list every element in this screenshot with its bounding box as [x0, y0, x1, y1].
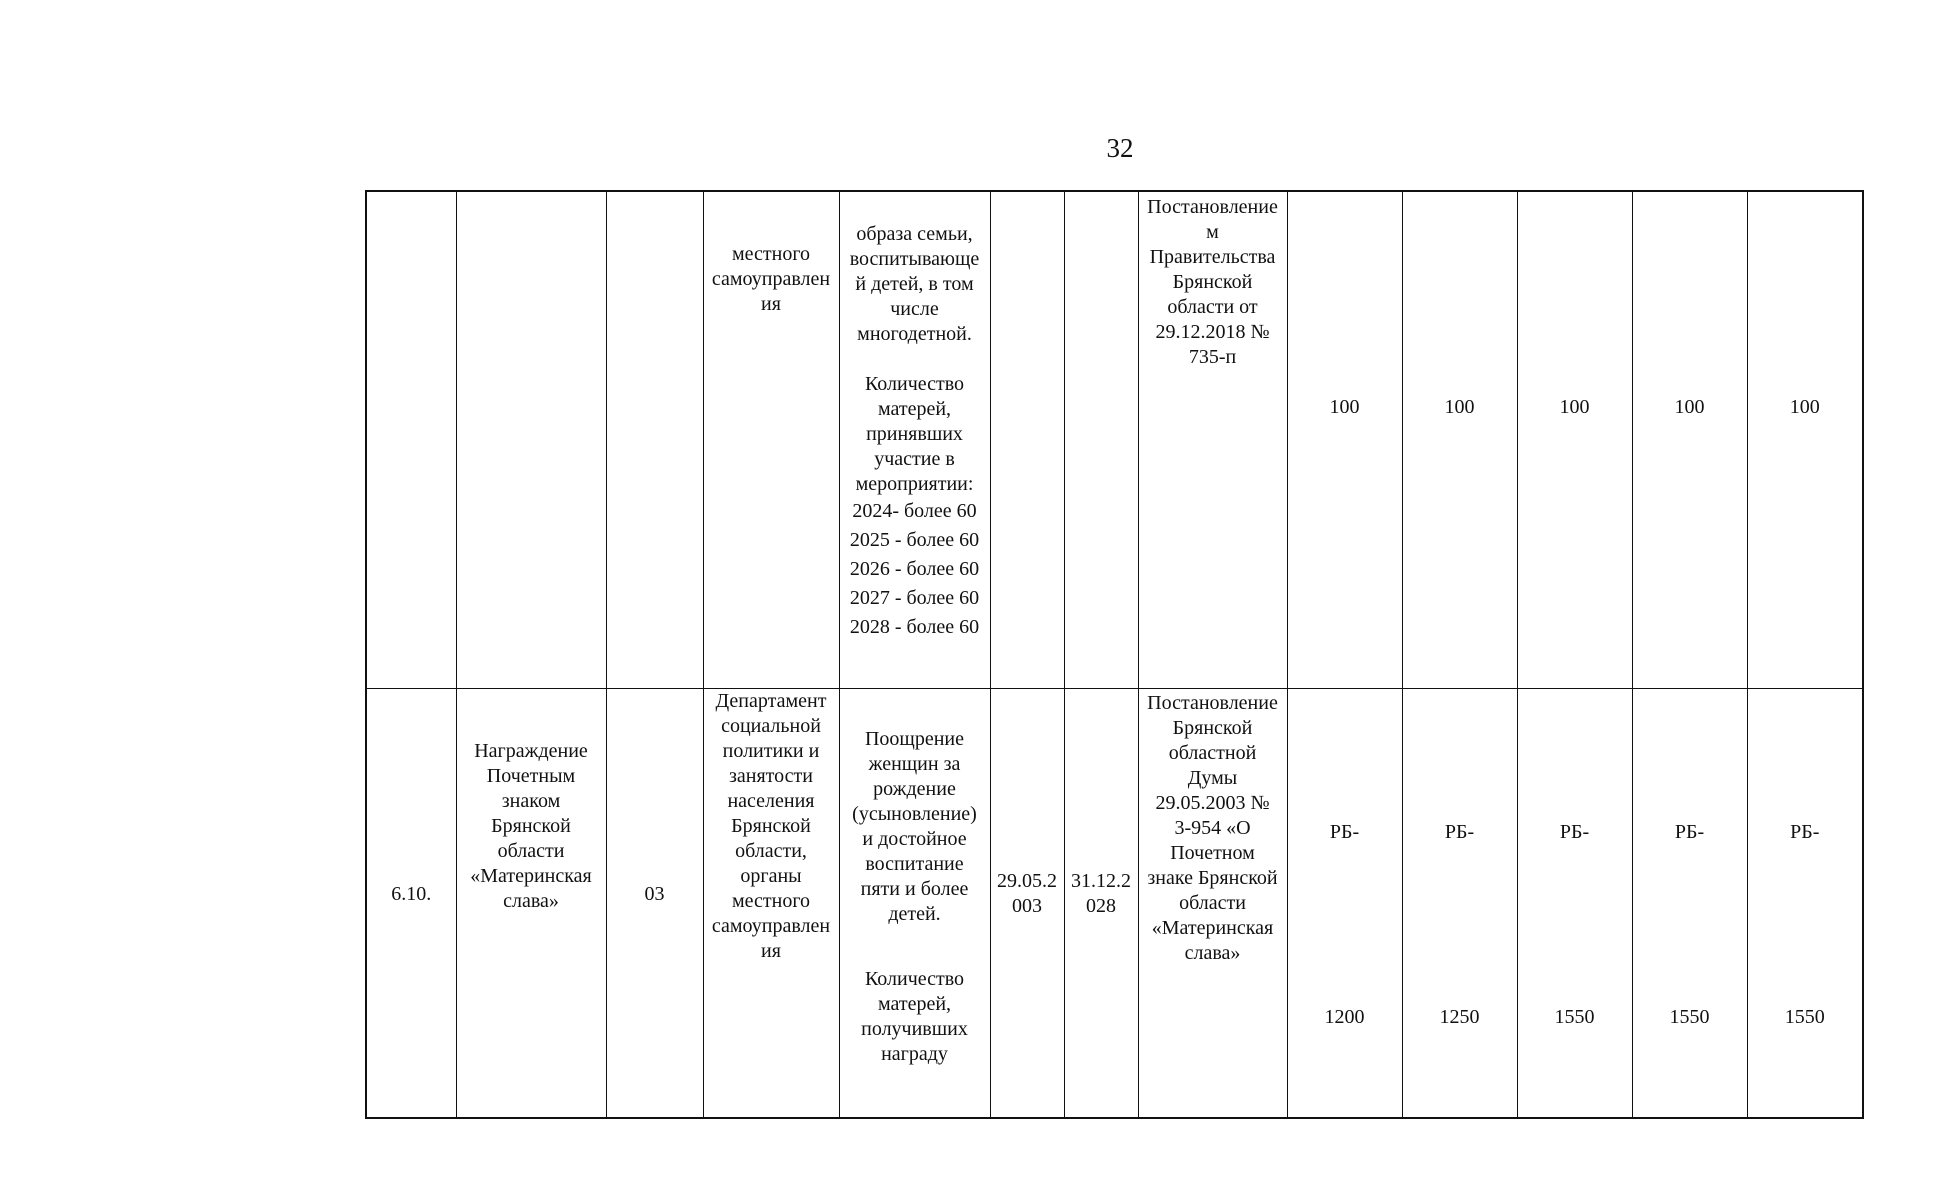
cell-value-2027: РБ- 1550: [1632, 689, 1747, 1119]
cell-name: [456, 191, 606, 689]
table-row: [366, 191, 1863, 689]
table-row: [366, 689, 1863, 1119]
funding-source: РБ-: [1444, 821, 1475, 843]
cell-executor: Департамент социальной политики и занятости населения Брянской области, органы местного самоуправлен ия: [703, 689, 839, 1119]
cell-basis: Постановление м Правительства Брянской области от 29.12.2018 № 735-п: [1138, 191, 1287, 689]
cell-value-2026: РБ- 1550: [1517, 689, 1632, 1119]
cell-executor: местного самоуправлен ия: [703, 191, 839, 689]
cell-end-date: 31.12.2 028: [1064, 689, 1138, 1119]
cell-code: 03: [606, 689, 703, 1119]
cell-start-date: [990, 191, 1064, 689]
cell-value-2028: 100: [1747, 191, 1863, 689]
cell-value-2026: 100: [1517, 191, 1632, 689]
cell-value-2027: 100: [1632, 191, 1747, 689]
cell-value-2025: РБ- 1250: [1402, 689, 1517, 1119]
years-list: 2024- более 60 2025 - более 60 2026 - более 60 2027 - более 60 2028 - более 60: [849, 500, 980, 638]
funding-source: РБ-: [1790, 821, 1820, 843]
cell-value-2024: 100: [1287, 191, 1402, 689]
cell-indicator: образа семьи, воспитывающе й детей, в том числе многодетной. Количество матерей, принявших участие в мероприятии: 2024- более 60 2025 - более 60 2026 - более 60 2027 - более 60 2028 - более 60: [839, 191, 990, 689]
cell-value-2025: 100: [1402, 191, 1517, 689]
cell-number: [366, 191, 456, 689]
cell-code: [606, 191, 703, 689]
funding-source: РБ-: [1559, 821, 1590, 843]
funding-source: РБ-: [1329, 821, 1360, 843]
program-table: [365, 190, 1864, 1119]
cell-value-2024: РБ- 1200: [1287, 689, 1402, 1119]
cell-number: 6.10.: [366, 689, 456, 1119]
cell-end-date: [1064, 191, 1138, 689]
funding-source: РБ-: [1674, 821, 1705, 843]
cell-indicator: Поощрение женщин за рождение (усыновление) и достойное воспитание пяти и более детей. Количество матерей, получивших награду: [839, 689, 990, 1119]
cell-start-date: 29.05.2 003: [990, 689, 1064, 1119]
cell-value-2028: РБ- 1550: [1747, 689, 1863, 1119]
cell-name: Награждение Почетным знаком Брянской области «Материнская слава»: [456, 689, 606, 1119]
page-number: 32: [1106, 133, 1134, 163]
cell-basis: Постановление Брянской областной Думы 29.05.2003 № 3-954 «О Почетном знаке Брянской области «Материнская слава»: [1138, 689, 1287, 1119]
